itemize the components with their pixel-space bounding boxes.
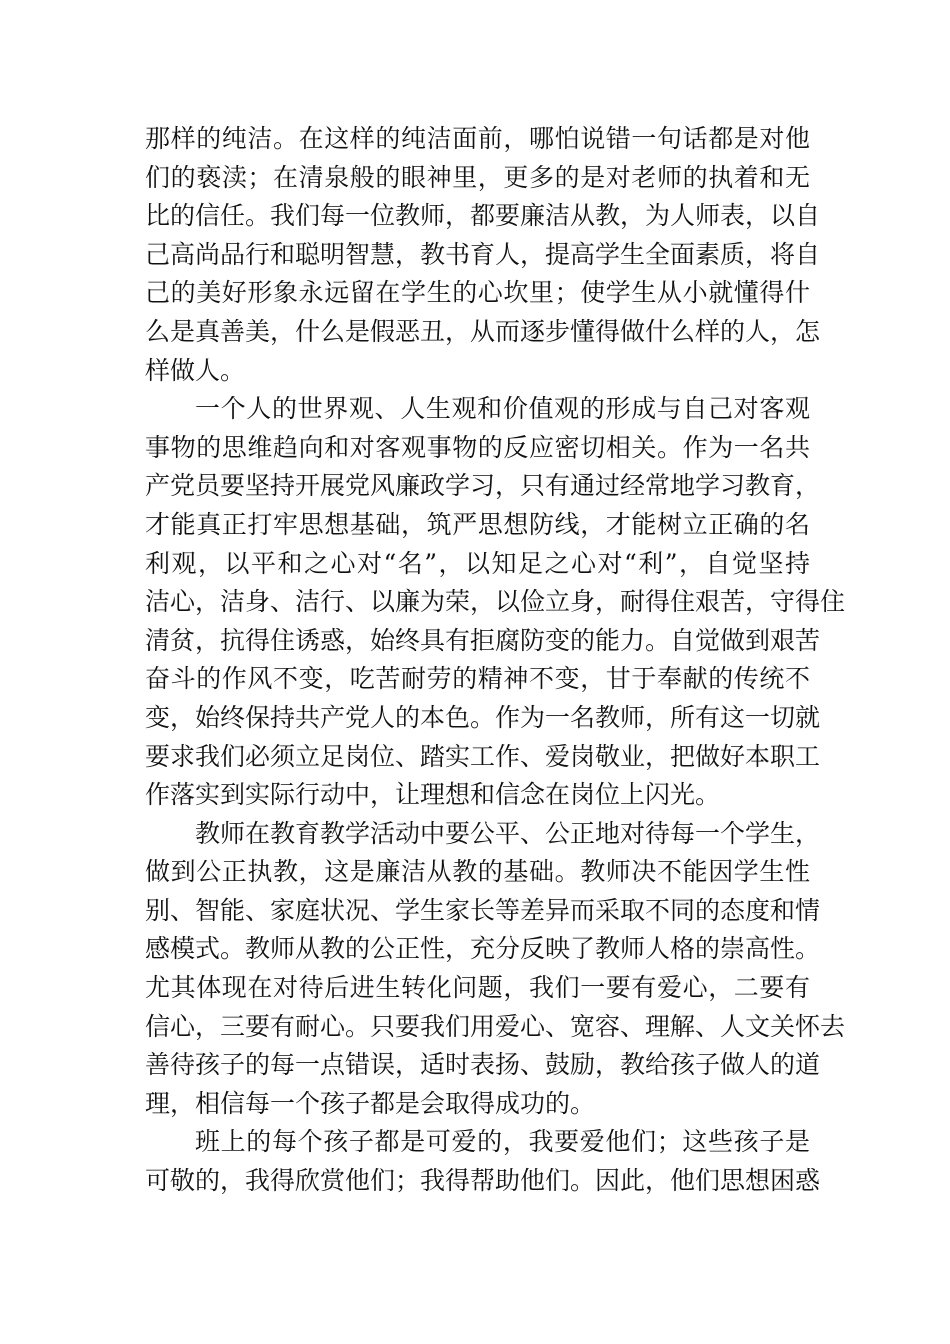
text-line: 那样的纯洁。在这样的纯洁面前，哪怕说错一句话都是对他 <box>145 124 810 153</box>
text-line: 产党员要坚持开展党风廉政学习，只有通过经常地学习教育， <box>145 471 821 501</box>
text-line: 己高尚品行和聪明智慧，教书育人，提高学生全面素质，将自 <box>145 239 821 269</box>
text-line: 尤其体现在对待后进生转化问题，我们一要有爱心，二要有 <box>145 973 810 1003</box>
text-line: 清贫，抗得住诱惑，始终具有拒腐防变的能力。自觉做到艰苦 <box>145 625 821 655</box>
text-line: 变，始终保持共产党人的本色。作为一名教师，所有这一切就 <box>145 702 821 732</box>
text-line: 一个人的世界观、人生观和价值观的形成与自己对客观 <box>195 394 810 424</box>
text-line: 事物的思维趋向和对客观事物的反应密切相关。作为一名共 <box>145 432 810 462</box>
text-line: 奋斗的作风不变，吃苦耐劳的精神不变，甘于奉献的传统不 <box>145 664 810 694</box>
text-line: 感模式。教师从教的公正性，充分反映了教师人格的崇高性。 <box>145 934 821 964</box>
text-line: 己的美好形象永远留在学生的心坎里；使学生从小就懂得什 <box>145 278 810 308</box>
document-body <box>145 120 846 1201</box>
text-line: 班上的每个孩子都是可爱的，我要爱他们；这些孩子是 <box>195 1127 810 1157</box>
text-line: 洁心，洁身、洁行、以廉为荣，以俭立身，耐得住艰苦，守得住 <box>145 587 846 617</box>
text-line: 们的亵渎；在清泉般的眼神里，更多的是对老师的执着和无 <box>145 162 810 192</box>
text-line: 信心，三要有耐心。只要我们用爱心、宽容、理解、人文关怀去 <box>145 1011 846 1041</box>
text-line: 作落实到实际行动中，让理想和信念在岗位上闪光。 <box>145 780 721 810</box>
text-line: 教师在教育教学活动中要公平、公正地对待每一个学生， <box>195 818 821 848</box>
text-line: 理，相信每一个孩子都是会取得成功的。 <box>145 1088 596 1118</box>
text-line: 可敬的，我得欣赏他们；我得帮助他们。因此，他们思想困惑 <box>145 1166 821 1196</box>
text-line: 才能真正打牢思想基础，筑严思想防线，才能树立正确的名 <box>145 509 810 539</box>
text-line: 比的信任。我们每一位教师，都要廉洁从教，为人师表，以自 <box>145 201 821 231</box>
text-line: 么是真善美，什么是假恶丑，从而逐步懂得做什么样的人，怎 <box>145 316 821 346</box>
text-line: 善待孩子的每一点错误，适时表扬、鼓励，教给孩子做人的道 <box>145 1050 821 1080</box>
text-line: 别、智能、家庭状况、学生家长等差异而采取不同的态度和情 <box>145 895 821 925</box>
text-line: 样做人。 <box>145 355 246 385</box>
text-line: 要求我们必须立足岗位、踏实工作、爱岗敬业，把做好本职工 <box>145 741 821 771</box>
text-line: 做到公正执教，这是廉洁从教的基础。教师决不能因学生性 <box>145 857 810 887</box>
text-line: 利观，以平和之心对“名”，以知足之心对“利”，自觉坚持 <box>145 548 810 578</box>
